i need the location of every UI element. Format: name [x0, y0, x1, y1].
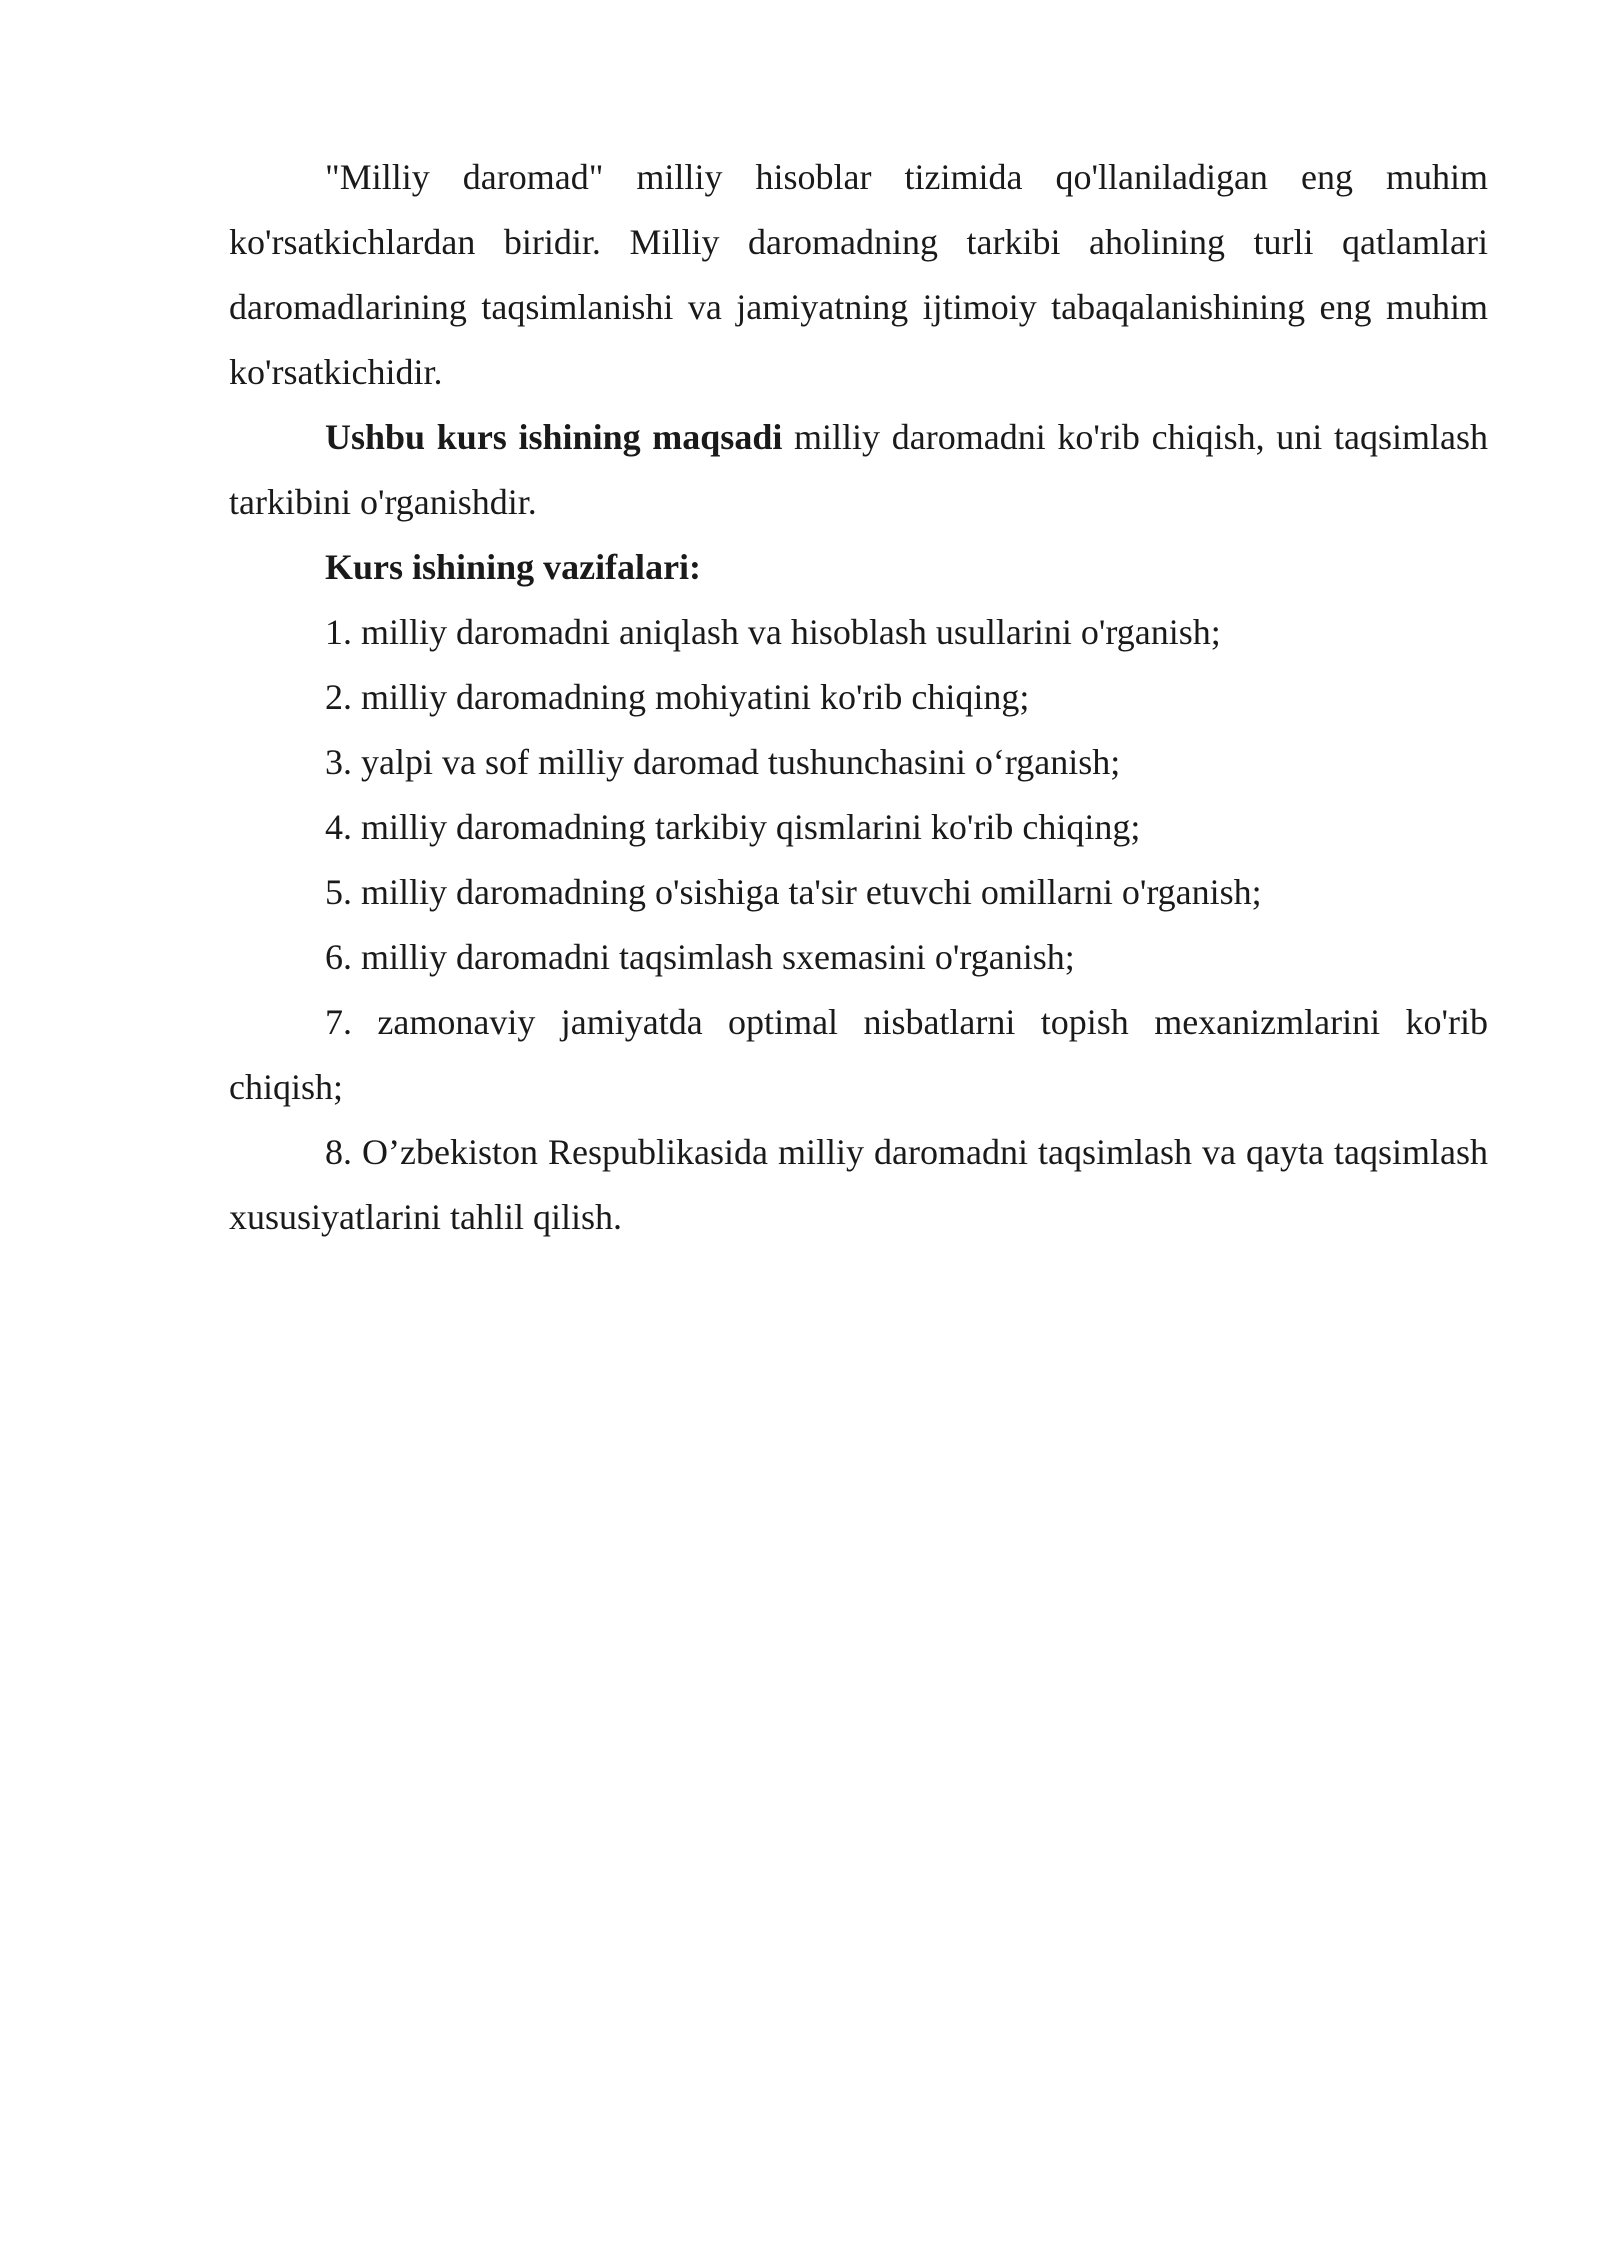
task-item-1: 1. milliy daromadni aniqlash va hisoblash usullarini o'rganish; [325, 612, 1221, 652]
task-item-7: 7. zamonaviy jamiyatda optimal nisbatlarni topish mexanizmlarini ko'rib chiqish; [229, 1002, 1488, 1107]
task-item-6: 6. milliy daromadni taqsimlash sxemasini o'rganish; [325, 937, 1075, 977]
task-item-8: 8. O’zbekiston Respublikasida milliy daromadni taqsimlash va qayta taqsimlash xususiyatlarini tahlil qilish. [229, 1132, 1488, 1237]
task-item-4: 4. milliy daromadning tarkibiy qismlarini ko'rib chiqing; [325, 807, 1141, 847]
task-item-2: 2. milliy daromadning mohiyatini ko'rib chiqing; [325, 677, 1030, 717]
aim-paragraph [229, 405, 1488, 535]
document-body [229, 145, 1488, 1250]
aim-lead: Ushbu kurs ishining maqsadi [325, 417, 783, 457]
task-item-3: 3. yalpi va sof milliy daromad tushunchasini o‘rganish; [325, 742, 1121, 782]
intro-paragraph: "Milliy daromad" milliy hisoblar tizimida qo'llaniladigan eng muhim ko'rsatkichlardan biridir. Milliy daromadning tarkibi aholining turli qatlamlari daromadlarining taqsimlanishi va jamiyatning ijtimoiy tabaqalanishining eng muhim ko'rsatkichidir. [229, 157, 1488, 392]
task-item-5: 5. milliy daromadning o'sishiga ta'sir etuvchi omillarni o'rganish; [325, 872, 1262, 912]
tasks-heading: Kurs ishining vazifalari: [325, 547, 702, 587]
aim-rest: milliy daromadni ko'rib chiqish, uni taqsimlash tarkibini o'rganishdir. [229, 417, 1488, 522]
